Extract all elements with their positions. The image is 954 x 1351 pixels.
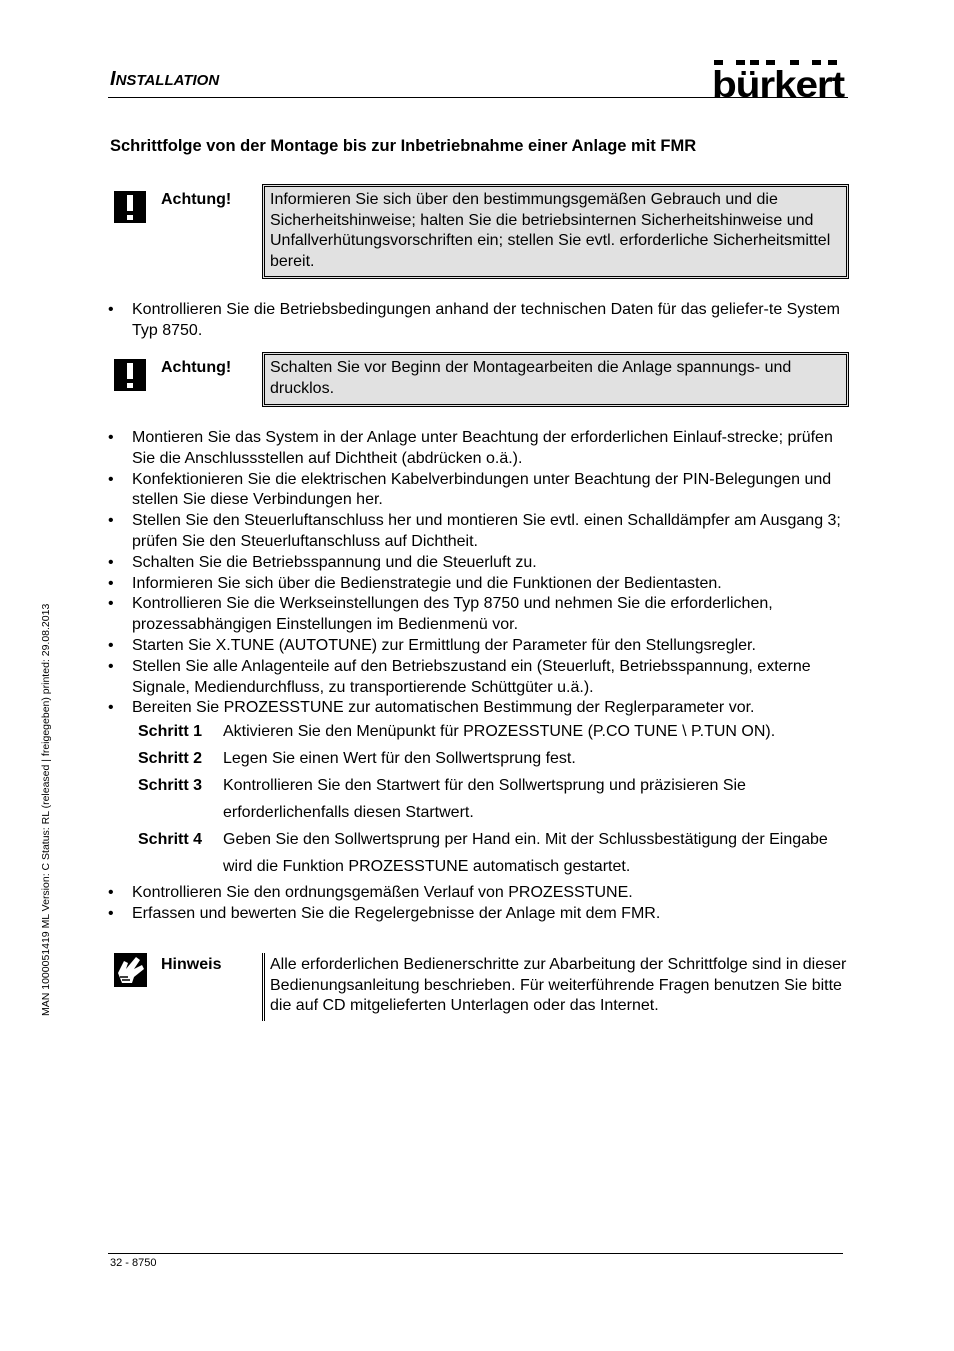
step-list [138,721,858,880]
warning-box: Informieren Sie sich über den bestimmungsgemäßen Gebrauch und die Sicherheitshinweise; halten Sie die betriebsinternen Sicherheitshinweise und Unfallverhütungsvorschriften ein; stellen Sie evtl. erforderliche Sicherheitsmittel bereit. [262,184,849,279]
list-item: • Kontrollieren Sie den ordnungsgemäßen Verlauf von PROZESSTUNE. [108,883,848,904]
step-text: Kontrollieren Sie den Startwert für den Sollwertsprung und präzisieren Sie erforderlichenfalls diesen Startwert. [223,777,746,821]
list-item: • Stellen Sie den Steuerluftanschluss her und montieren Sie evtl. einen Schalldämpfer am Ausgang 3; prüfen Sie den Steuerluftanschluss auf Dichtheit. [108,511,848,553]
step-label: Schritt 4 [138,831,203,848]
step-text: Geben Sie den Sollwertsprung per Hand ein. Mit der Schlussbestätigung der Eingabe wird die Funktion PROZESSTUNE automatisch gestartet. [223,831,828,875]
step-row [138,745,858,772]
logo-text: bürkert [712,64,845,100]
list-item: • Schalten Sie die Betriebsspannung und die Steuerluft zu. [108,553,848,574]
step-row [138,772,858,826]
document-metadata: MAN 1000051419 ML Version: C Status: RL (released | freigegeben) printed: 29.08.2013 [40,603,52,1016]
section-title [110,68,219,91]
bullet-list [108,883,848,925]
list-item: • Stellen Sie alle Anlagenteile auf den Betriebszustand ein (Steuerluft, Betriebsspannung, externe Signale, Mediendurchfluss, zu transportierende Schüttgüter u.ä.). [108,657,848,699]
section-title-initial: I [110,68,116,90]
warning-icon [114,191,146,223]
warning-label: Achtung! [161,191,232,208]
list-item: • Kontrollieren Sie die Werkseinstellungen des Typ 8750 und nehmen Sie die erforderlichen, prozessabhängigen Einstellungen im Bedienmenü vor. [108,594,848,636]
step-text: Legen Sie einen Wert für den Sollwertsprung fest. [223,750,576,767]
footer-rule [108,1253,843,1254]
list-item: • Konfektionieren Sie die elektrischen Kabelverbindungen unter Beachtung der PIN-Belegungen und stellen Sie diese Verbindungen her. [108,470,848,512]
list-item: • Montieren Sie das System in der Anlage unter Beachtung der erforderlichen Einlauf-strecke; prüfen Sie die Anschlussstellen auf Dichtheit (abdrücken o.ä.). [108,428,848,470]
step-label: Schritt 3 [138,777,203,794]
hand-pointer-icon [114,953,147,987]
step-row [138,826,858,880]
hint-box: Alle erforderlichen Bedienerschritte zur Abarbeitung der Schrittfolge sind in dieser Bedienungsanleitung beschrieben. Für weiterführende Fragen benutzen Sie bitte die auf CD mitgelieferten Unterlagen oder das Internet. [262,953,852,1021]
step-row [138,721,858,742]
bullet-list [108,428,848,719]
warning-box: Schalten Sie vor Beginn der Montagearbeiten die Anlage spannungs- und drucklos. [262,352,849,407]
step-label: Schritt 2 [138,750,203,767]
step-text: Aktivieren Sie den Menüpunkt für PROZESSTUNE (P.CO TUNE \ P.TUN ON). [223,723,776,740]
section-title-rest: NSTALLATION [115,72,220,89]
list-item: • Starten Sie X.TUNE (AUTOTUNE) zur Ermittlung der Parameter für den Stellungsregler. [108,636,848,657]
warning-label: Achtung! [161,359,232,376]
list-item: • Erfassen und bewerten Sie die Regelergebnisse der Anlage mit dem FMR. [108,904,848,925]
list-item: • Kontrollieren Sie die Betriebsbedingungen anhand der technischen Daten für das geliefer-te System Typ 8750. [108,300,848,342]
bullet-list [108,300,848,342]
page-heading: Schrittfolge von der Montage bis zur Inbetriebnahme einer Anlage mit FMR [110,137,697,155]
list-item: • Bereiten Sie PROZESSTUNE zur automatischen Bestimmung der Reglerparameter vor. [108,698,848,719]
list-item: • Informieren Sie sich über die Bedienstrategie und die Funktionen der Bedientasten. [108,574,848,595]
page-number: 32 - 8750 [110,1257,157,1269]
burkert-logo [712,58,846,100]
warning-icon [114,359,146,391]
hint-label: Hinweis [161,956,222,973]
step-label: Schritt 1 [138,723,203,740]
